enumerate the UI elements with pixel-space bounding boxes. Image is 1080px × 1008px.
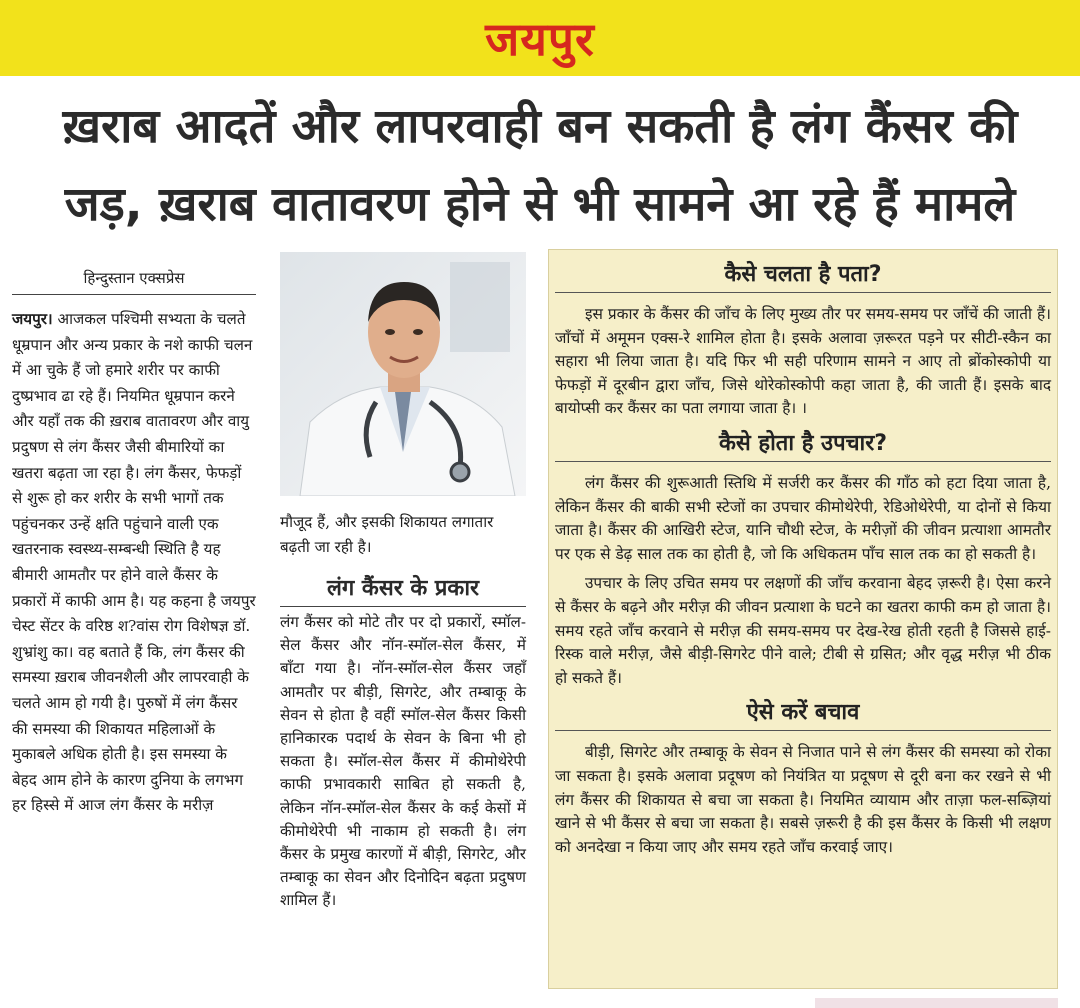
caption-continuation: मौजूद हैं, और इसकी शिकायत लगातार बढ़ती जा रही है। [280,513,494,556]
city-banner [0,0,1080,76]
column-2-text: लंग कैंसर को मोटे तौर पर दो प्रकारों, स्मॉल-सेल कैंसर और नॉन-स्मॉल-सेल कैंसर, में बाँटा गया है। नॉन-स्मॉल-सेल कैंसर जहाँ आमतौर पर बीड़ी, सिगरेट, और तम्बाकू के सेवन से होता है वहीं स्मॉल-सेल कैंसर किसी हानिकारक पदार्थ के सेवन के बिना भी हो सकता है। स्मॉल-सेल कैंसर में कीमोथेरेपी काफी प्रभावकारी साबित हो सकती है, लेकिन नॉन-स्मॉल-सेल कैंसर के कई केसों में कीमोथेरेपी भी नाकाम हो सकती है। लंग कैंसर के प्रमुख कारणों में बीड़ी, सिगरेट, और तम्बाकू का सेवन और दिनोदिन बढ़ता प्रदुषण शामिल हैं। [280,613,526,910]
column-1 [12,256,256,819]
dateline: जयपुर। [12,310,53,328]
source-credit: हिन्दुस्तान एक्सप्रेस [12,268,256,295]
bottom-strip [815,998,1058,1008]
section-treatment-text-2: उपचार के लिए उचित समय पर लक्षणों की जाँच करवाना बेहद ज़रूरी है। ऐसा करने से कैंसर के बढ़ने और मरीज़ की जीवन प्रत्याशा के घटने का खतरा काफी कम हो जाता है। समय रहते जाँच करवाने से मरीज़ की समय-समय पर देख-रेख होती रहती है जिससे हाई-रिस्क वाले मरीज़, जैसे बीड़ी-सिगरेट पीने वाले; टीबी से ग्रसित; और वृद्ध मरीज़ भी ठीक हो सकते हैं। [555,574,1051,687]
doctor-photo [280,252,526,496]
doctor-portrait-icon [280,252,526,496]
heading-how-detected: कैसे चलता है पता? [555,258,1051,293]
section-detection-text: इस प्रकार के कैंसर की जाँच के लिए मुख्य तौर पर समय-समय पर जाँचें की जाती हैं। जाँचों में अमूमन एक्स-रे शामिल होता है। इसके अलावा ज़रूरत पड़ने पर सीटी-स्कैन का सहारा भी लिया जाता है। यदि फिर भी सही परिणाम सामने न आए तो ब्रोंकोस्कोपी या फेफड़ों में दूरबीन द्वारा जाँच, जिसे थोरेकोस्कोपी कहा जाता है, की जाती हैं। इसके बाद बायोप्सी कर कैंसर का पता लगाया जाता है। । [555,305,1051,418]
section-prevention-text: बीड़ी, सिगरेट और तम्बाकू के सेवन से निजात पाने से लंग कैंसर की समस्या को रोका जा सकता है। इसके अलावा प्रदूषण को नियंत्रित या प्रदूषण से दूरी बना कर रखने से भी लंग कैंसर की शिकायत से बचा जा सकता है। नियमित व्यायाम और ताज़ा फल-सब्ज़ियां खाने से भी कैंसर से बचा जा सकता है। सबसे ज़रूरी है की इस कैंसर के किसी भी लक्षण को अनदेखा न किया जाए और समय रहते जाँच करवाई जाए। [555,743,1051,856]
city-name: जयपुर [485,12,595,66]
headline-line-1: ख़राब आदतें और लापरवाही बन सकती है लंग कैंसर की [62,99,1018,154]
headline [10,88,1070,244]
column-1-body [12,307,256,819]
headline-line-2: जड़, ख़राब वातावरण होने से भी सामने आ रहे हैं मामले [64,177,1016,232]
section-treatment-text-1: लंग कैंसर की शुरूआती स्तिथि में सर्जरी कर कैंसर की गाँठ को हटा दिया जाता है, लेकिन कैंसर की बाकी सभी स्टेजों का उपचार कीमोथेरेपी, रेडिओथेरेपी, या दोनों से किया जाता है। कैंसर की आखिरी स्टेज, यानि चौथी स्टेज, के मरीज़ों की जीवन प्रत्याशा आमतौर पर एक से डेढ़ साल तक का होती है, जो कि अधिकतम पाँच साल तक का हो सकती है। [555,473,1051,563]
info-sidebar [548,249,1058,989]
heading-treatment: कैसे होता है उपचार? [555,427,1051,462]
column-2 [280,252,526,913]
column-1-text: आजकल पश्चिमी सभ्यता के चलते धूम्रपान और अन्य प्रकार के नशे काफी चलन में आ चुके हैं जो हमारे शरीर पर काफी दुष्प्रभाव ढा रहे हैं। नियमित धूम्रपान करने और यहाँ तक की ख़राब वातावरण और वायु प्रदुषण से लंग कैंसर जैसी बीमारियों का खतरा बढ़ता जा रहा है। लंग कैंसर, फेफड़ों से शुरू हो कर शरीर के सभी भागों तक पहुंचनकर उन्हें क्षति पहुंचाने वाली एक खतरनाक स्वस्थ्य-सम्बन्धी स्थिति है यह बीमारी आमतौर पर होने वाले कैंसर के प्रकारों में काफी आम है। यह कहना है जयपुर चेस्ट सेंटर के वरिष्ठ श?वांस रोग विशेषज्ञ डॉ. शुभ्रांशु का। वह बताते हैं कि, लंग कैंसर की समस्या ख़राब जीवनशैली और लापरवाही के चलते आम हो गयी है। पुरुषों में लंग कैंसर की समस्या की शिकायत महिलाओं के मुकाबले अधिक होती है। इस समस्या के बेहद आम होने के कारण दुनिया के लगभग हर हिस्से में आज लंग कैंसर के मरीज़ [12,310,256,815]
heading-prevention: ऐसे करें बचाव [555,696,1051,731]
subheading-cancer-types: लंग कैंसर के प्रकार [280,572,526,607]
